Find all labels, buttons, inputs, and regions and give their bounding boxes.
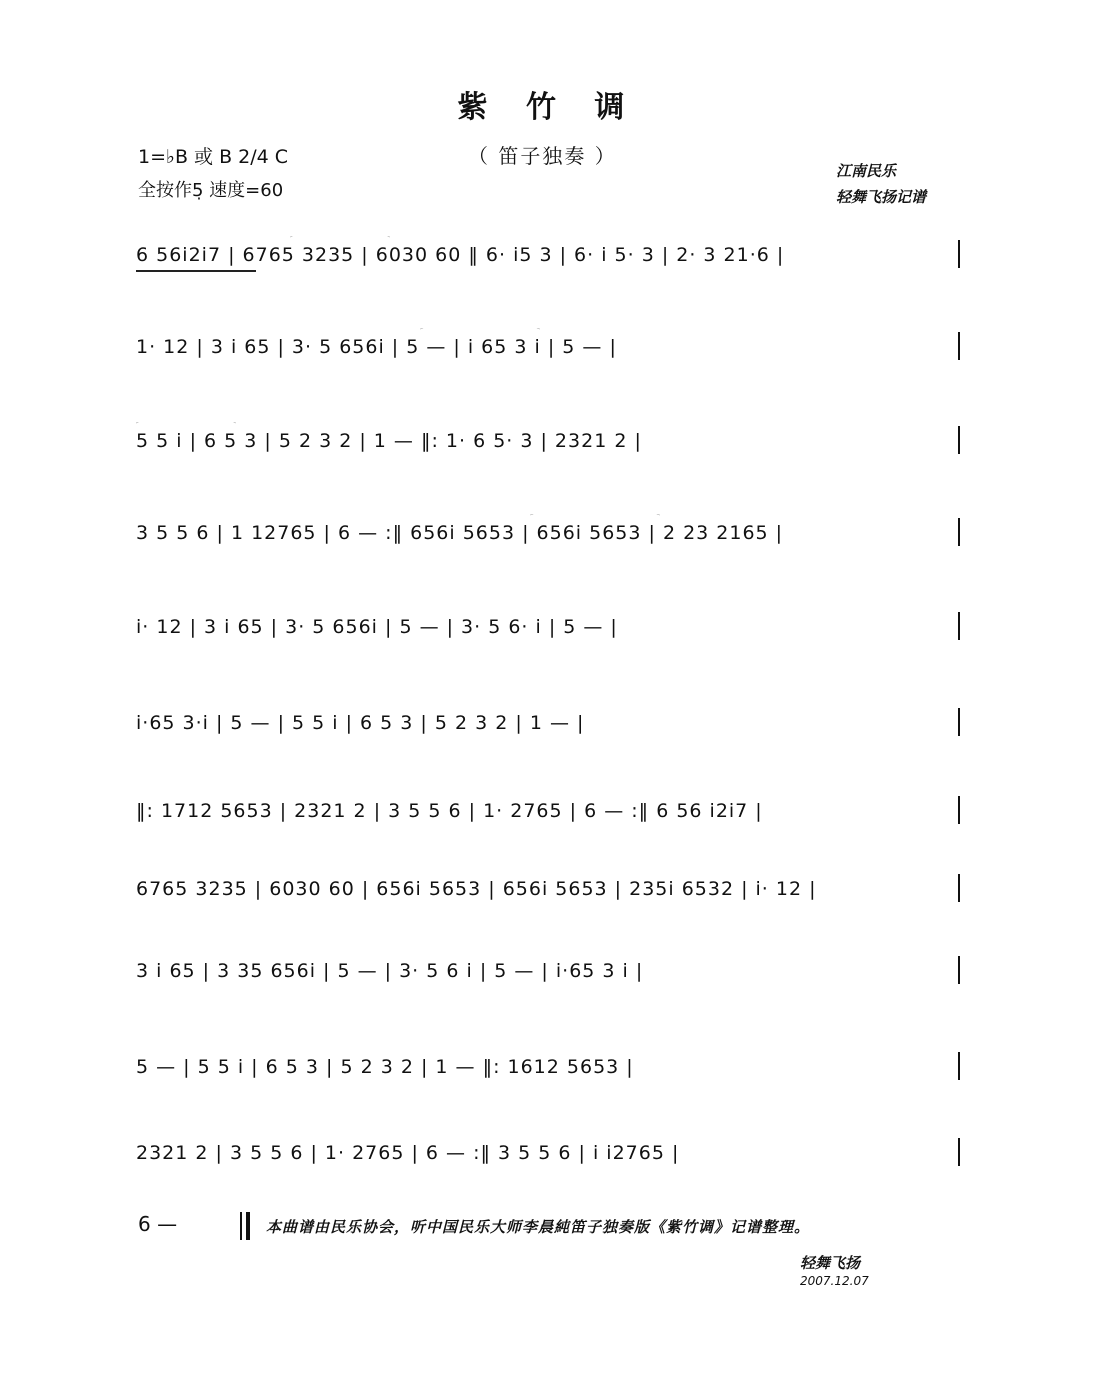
score-line-notes: 5 — | 5 5 i | 6 5 3 | 5 2 3 2 | 1 — ‖: 1612 5653 | [136, 1056, 634, 1078]
underline-mark [136, 270, 256, 272]
score-line-notes: 5 5 i | 6 5 3 | 5 2 3 2 | 1 — ‖: 1· 6 5· 3 | 2321 2 | [136, 430, 642, 452]
score-line [130, 952, 960, 992]
final-note: 6 — [138, 1212, 178, 1236]
barline [958, 332, 960, 360]
fingering-tempo: 全按作5̣ 速度=60 [138, 180, 284, 201]
score-line-notes: i· 12 | 3 i 65 | 3· 5 656i | 5 — | 3· 5 6· i | 5 — | [136, 616, 618, 638]
score-line [130, 704, 960, 744]
score-line [130, 514, 960, 554]
score-line-notes: 6765 3235 | 6030 60 | 656i 5653 | 656i 5653 | 235i 6532 | i· 12 | [136, 878, 817, 900]
signature: 轻舞飞扬 [800, 1254, 861, 1272]
score-line [130, 328, 960, 368]
barline [958, 1138, 960, 1166]
barline [958, 874, 960, 902]
score-line [130, 236, 960, 276]
score-line-notes: ‖: 1712 5653 | 2321 2 | 3 5 5 6 | 1· 2765 | 6 — :‖ 6 56 i2i7 | [136, 800, 763, 822]
score-line [130, 608, 960, 648]
barline [958, 956, 960, 984]
score-line-notes: 3 i 65 | 3 35 656i | 5 — | 3· 5 6 i | 5 — | i·65 3 i | [136, 960, 644, 982]
origin-label: 江南民乐 [836, 162, 897, 180]
score-line-notes: 3 5 5 6 | 1 12765 | 6 — :‖ 656i 5653 | 656i 5653 | 2 23 2165 | [136, 522, 784, 544]
score-line [130, 870, 960, 910]
barline [958, 708, 960, 736]
score-line [130, 792, 960, 832]
date: 2007.12.07 [800, 1274, 869, 1288]
final-barline-thick [246, 1212, 250, 1240]
score-line [130, 422, 960, 462]
slur-mark [530, 514, 660, 521]
slur-mark [136, 422, 236, 429]
slur-mark [290, 236, 390, 243]
barline [958, 240, 960, 268]
score-line-notes: 1· 12 | 3 i 65 | 3· 5 656i | 5 — | i 65 3 i | 5 — | [136, 336, 617, 358]
score-line [130, 1048, 960, 1088]
barline [958, 518, 960, 546]
page-title: 紫 竹 调 [457, 90, 639, 125]
slur-mark [420, 328, 540, 335]
barline [958, 612, 960, 640]
barline [958, 1052, 960, 1080]
score-line-notes: 6 56i2i7 | 6765 3235 | 6030 60 ‖ 6· i5 3 | 6· i 5· 3 | 2· 3 21·6 | [136, 244, 785, 266]
key-signature: 1=♭B 或 B 2/4 C [138, 146, 289, 168]
transcriber-label: 轻舞飞扬记谱 [836, 188, 927, 206]
score-line [130, 1134, 960, 1174]
subtitle: （ 笛子独奏 ） [468, 144, 617, 168]
final-barline [240, 1212, 242, 1240]
score-line-notes: i·65 3·i | 5 — | 5 5 i | 6 5 3 | 5 2 3 2 | 1 — | [136, 712, 585, 734]
barline [958, 796, 960, 824]
score-line-notes: 2321 2 | 3 5 5 6 | 1· 2765 | 6 — :‖ 3 5 5 6 | i i2765 | [136, 1142, 680, 1164]
barline [958, 426, 960, 454]
footer-note: 本曲谱由民乐协会，听中国民乐大师李晨純笛子独奏版《紫竹调》记谱整理。 [266, 1218, 811, 1236]
